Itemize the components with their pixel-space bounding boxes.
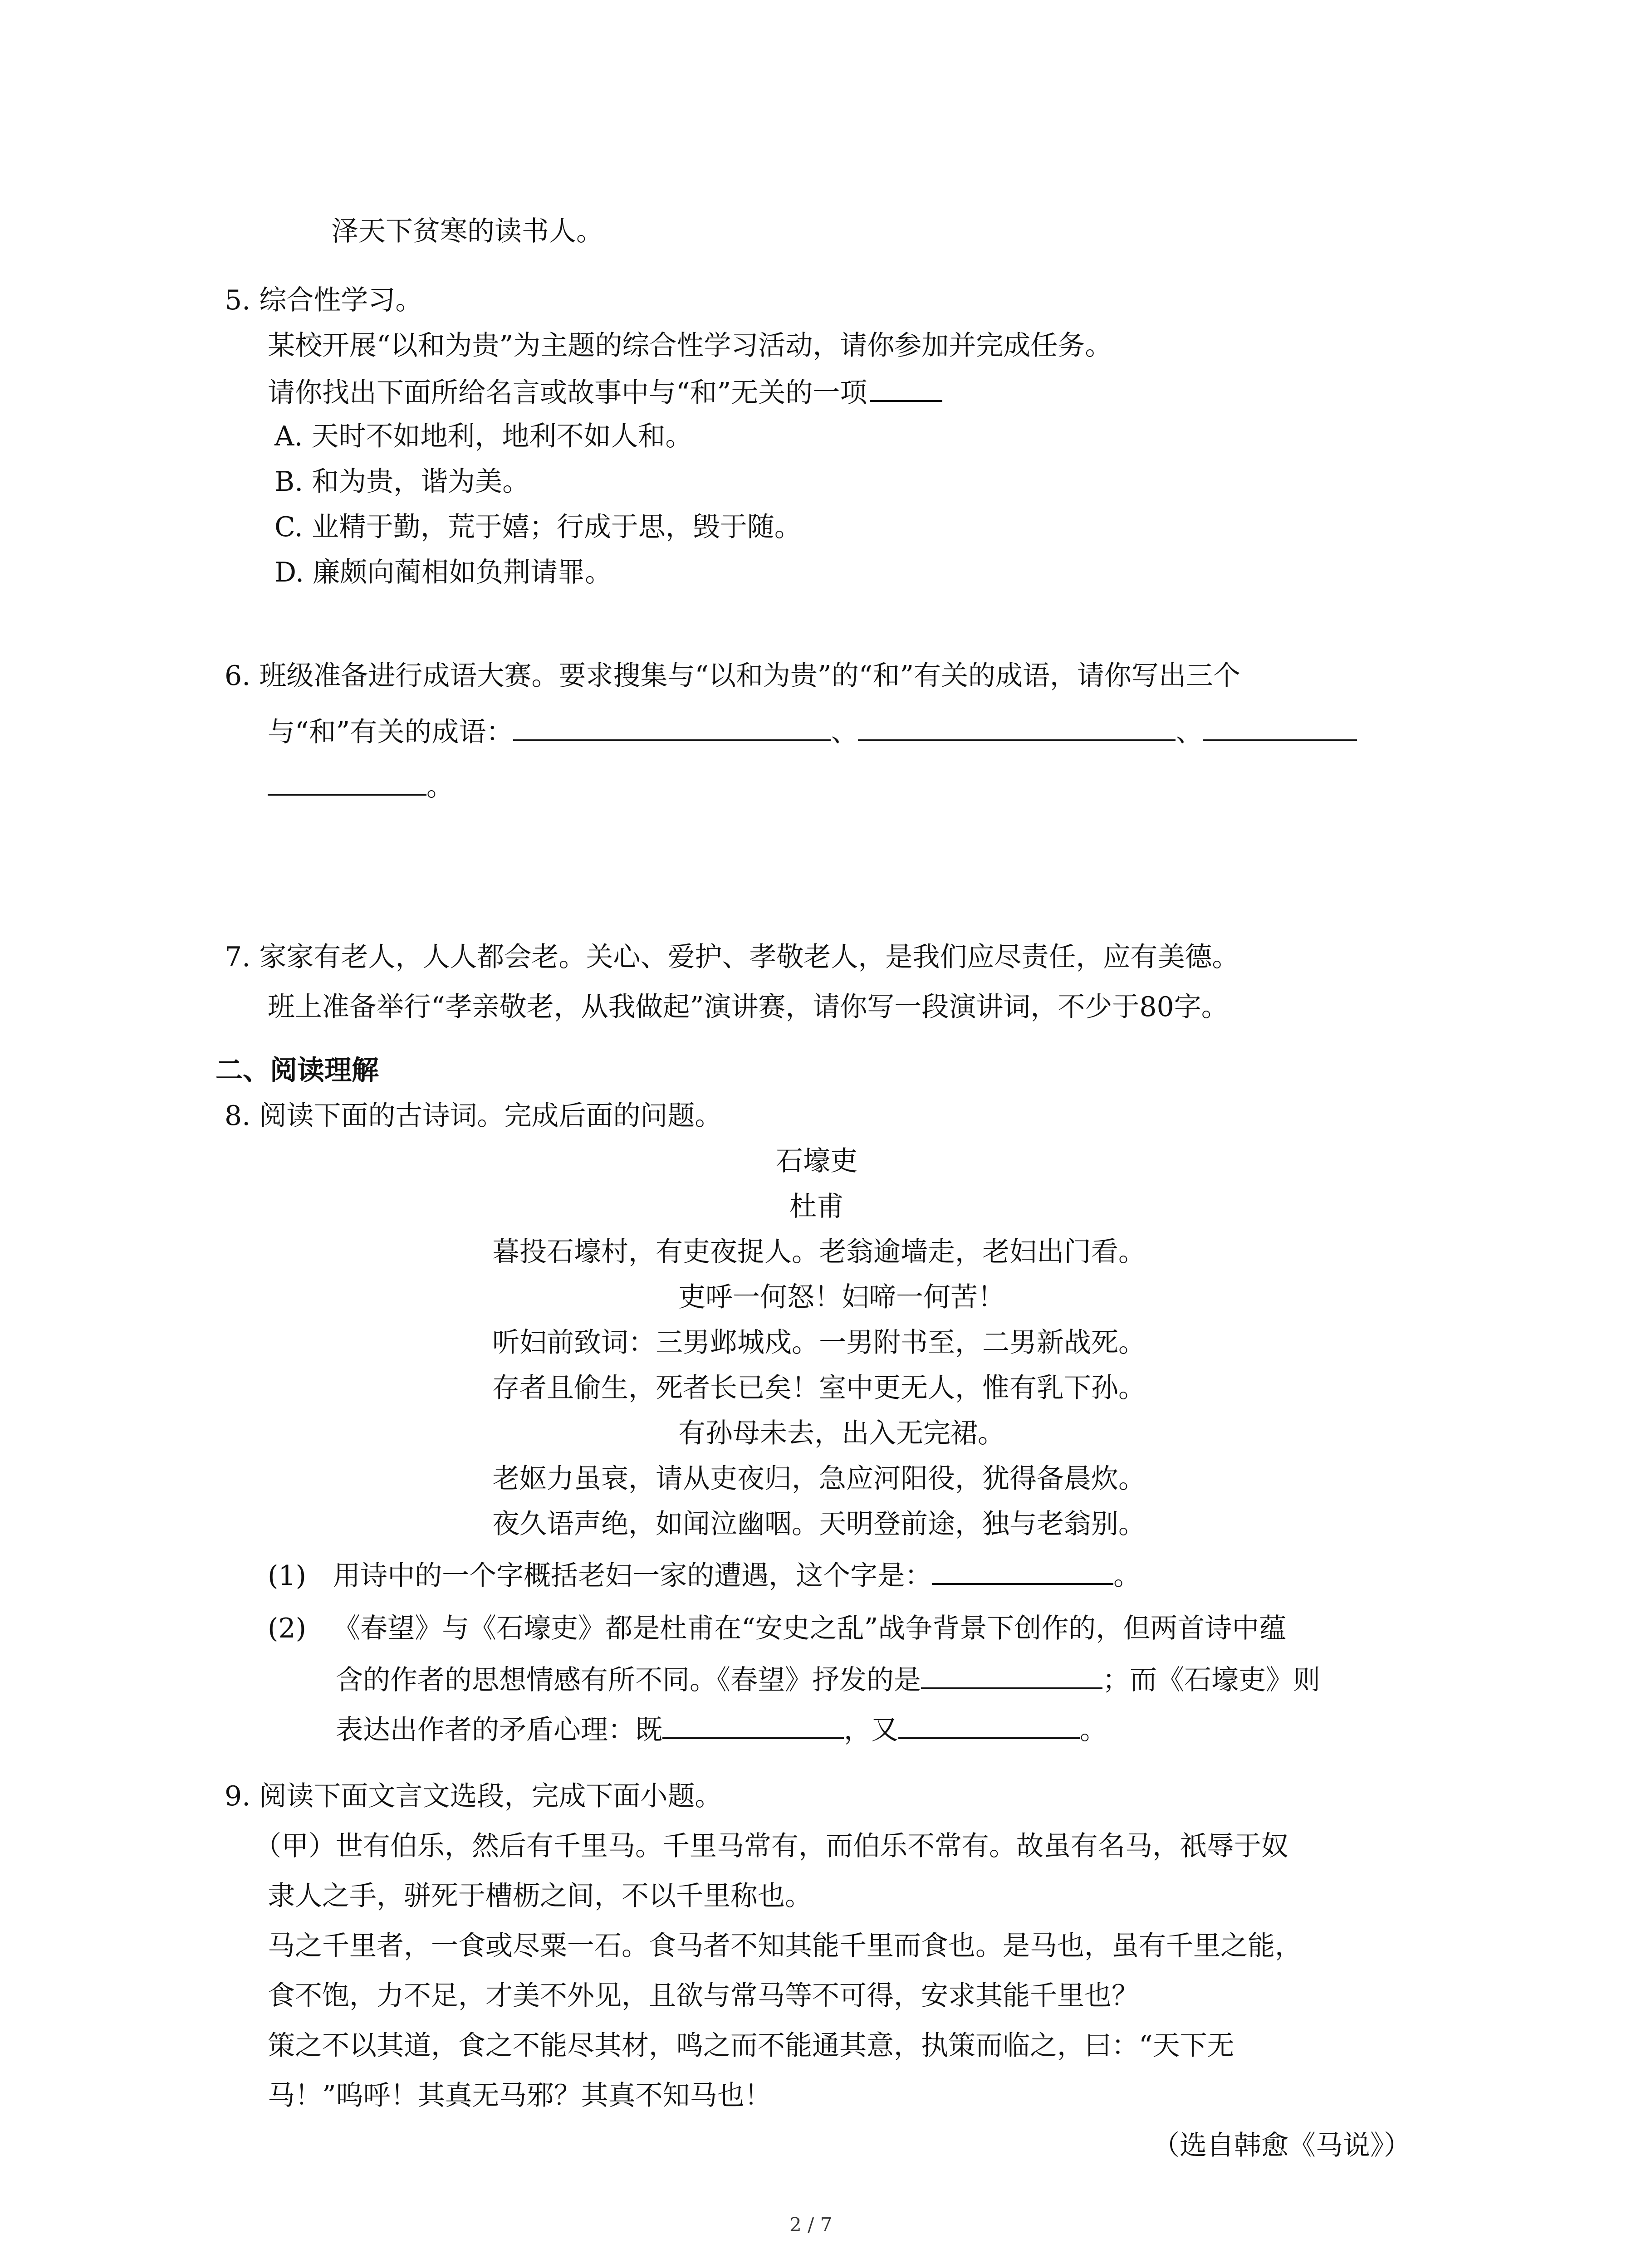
q7-line1: 7. 家家有老人，人人都会老。关心、爱护、孝敬老人，是我们应尽责任，应有美德。 [225,941,1239,973]
q5-answer-blank[interactable] [870,373,942,402]
q9-source: （选自韩愈《马说》） [1152,2130,1411,2161]
q5-prompt [268,373,942,411]
q8-sub1-blank[interactable] [932,1556,1113,1585]
q6-end: 。 [426,771,454,802]
q8-sub1-text: 用诗中的一个字概括老妇一家的遭遇，这个字是： [333,1560,932,1592]
q8-sub2-line3 [336,1710,1107,1748]
q8-sub2-blank-2[interactable] [662,1710,844,1739]
q9-text-line-5: 策之不以其道，食之不能尽其材，鸣之而不能通其意，执策而临之，曰：“天下无 [268,2030,1234,2062]
q8-sub2-number: (2) [268,1613,306,1644]
q8-intro: 8. 阅读下面的古诗词。完成后面的问题。 [225,1100,722,1132]
poem-line-6: 老妪力虽衰，请从吏夜归，急应河阳役，犹得备晨炊。 [492,1463,1146,1495]
poem-line-7: 夜久语声绝，如闻泣幽咽。天明登前途，独与老翁别。 [492,1508,1146,1540]
q8-sub2-blank-1[interactable] [921,1660,1102,1689]
q6-sep-1: 、 [831,716,858,748]
q6-line3 [268,767,454,805]
q5-option-c: C. 业精于勤，荒于嬉；行成于思，毁于随。 [274,511,802,543]
q8-sub2-line2 [336,1660,1320,1698]
q5-option-b: B. 和为贵，谐为美。 [274,466,530,498]
q8-sub2-text2a: 含的作者的思想情感有所不同。《春望》抒发的是 [336,1664,921,1696]
q8-sub2-text1: 《春望》与《石壕吏》都是杜甫在“安史之乱”战争背景下创作的，但两首诗中蕴 [333,1613,1287,1644]
q6-sep-2: 、 [1176,716,1203,748]
q5-intro: 某校开展“以和为贵”为主题的综合性学习活动，请你参加并完成任务。 [268,330,1112,362]
q8-sub2-text2b: ；而《石壕吏》则 [1102,1664,1320,1696]
q9-text-line-2: 隶人之手，骈死于槽枥之间，不以千里称也。 [268,1880,812,1912]
q8-sub2-text3a: 表达出作者的矛盾心理：既 [336,1714,662,1746]
page-number: 2 / 7 [789,2214,833,2236]
q5-prompt-text: 请你找出下面所给名言或故事中与“和”无关的一项 [268,377,867,409]
q8-sub2-text3c: 。 [1080,1714,1107,1746]
q8-sub2-text3b: ，又 [844,1714,898,1746]
q6-prefix: 与“和”有关的成语： [268,716,514,748]
q9-text-line-4: 食不饱，力不足，才美不外见，且欲与常马等不可得，安求其能千里也？ [268,1980,1139,2012]
q8-sub1 [268,1556,1141,1594]
q8-sub2-blank-3[interactable] [898,1710,1080,1739]
q9-text-line-3: 马之千里者，一食或尽粟一石。食马者不知其能千里而食也。是马也，虽有千里之能， [268,1930,1302,1962]
poem-author: 杜甫 [789,1191,844,1222]
q8-sub1-end: 。 [1113,1560,1141,1592]
q5-option-a: A. 天时不如地利，地利不如人和。 [274,420,693,452]
q7-line2: 班上准备举行“孝亲敬老，从我做起”演讲赛，请你写一段演讲词，不少于80字。 [268,991,1229,1023]
q9-intro: 9. 阅读下面文言文选段，完成下面小题。 [225,1780,722,1812]
q6-blank-3b[interactable] [268,767,426,796]
q9-text-line-6: 马！”呜呼！其真无马邪？其真不知马也！ [268,2080,772,2112]
q5-title: 5. 综合性学习。 [225,284,423,316]
poem-line-5: 有孙母未去，出入无完裙。 [678,1418,1005,1449]
poem-line-3: 听妇前致词：三男邺城戍。一男附书至，二男新战死。 [492,1327,1146,1359]
poem-line-4: 存者且偷生，死者长已矣！室中更无人，惟有乳下孙。 [492,1372,1146,1404]
q5-option-d: D. 廉颇向蔺相如负荆请罪。 [274,557,612,588]
q8-sub1-number: (1) [268,1560,306,1592]
q6-line2 [268,712,1357,750]
q6-blank-2[interactable] [858,712,1176,741]
poem-line-1: 暮投石壕村，有吏夜捉人。老翁逾墙走，老妇出门看。 [492,1236,1146,1268]
section-heading: 二、阅读理解 [216,1055,379,1086]
poem-title: 石壕吏 [776,1145,857,1177]
continued-text: 泽天下贫寒的读书人。 [331,215,603,247]
q6-line1: 6. 班级准备进行成语大赛。要求搜集与“以和为贵”的“和”有关的成语，请你写出三个 [225,660,1241,692]
q9-text-line-1: （甲）世有伯乐，然后有千里马。千里马常有，而伯乐不常有。故虽有名马，祇辱于奴 [254,1830,1288,1862]
q8-sub2-line1 [268,1610,1286,1647]
poem-line-2: 吏呼一何怒！妇啼一何苦！ [678,1281,1005,1313]
q6-blank-3a[interactable] [1203,712,1357,741]
q6-blank-1[interactable] [513,712,831,741]
